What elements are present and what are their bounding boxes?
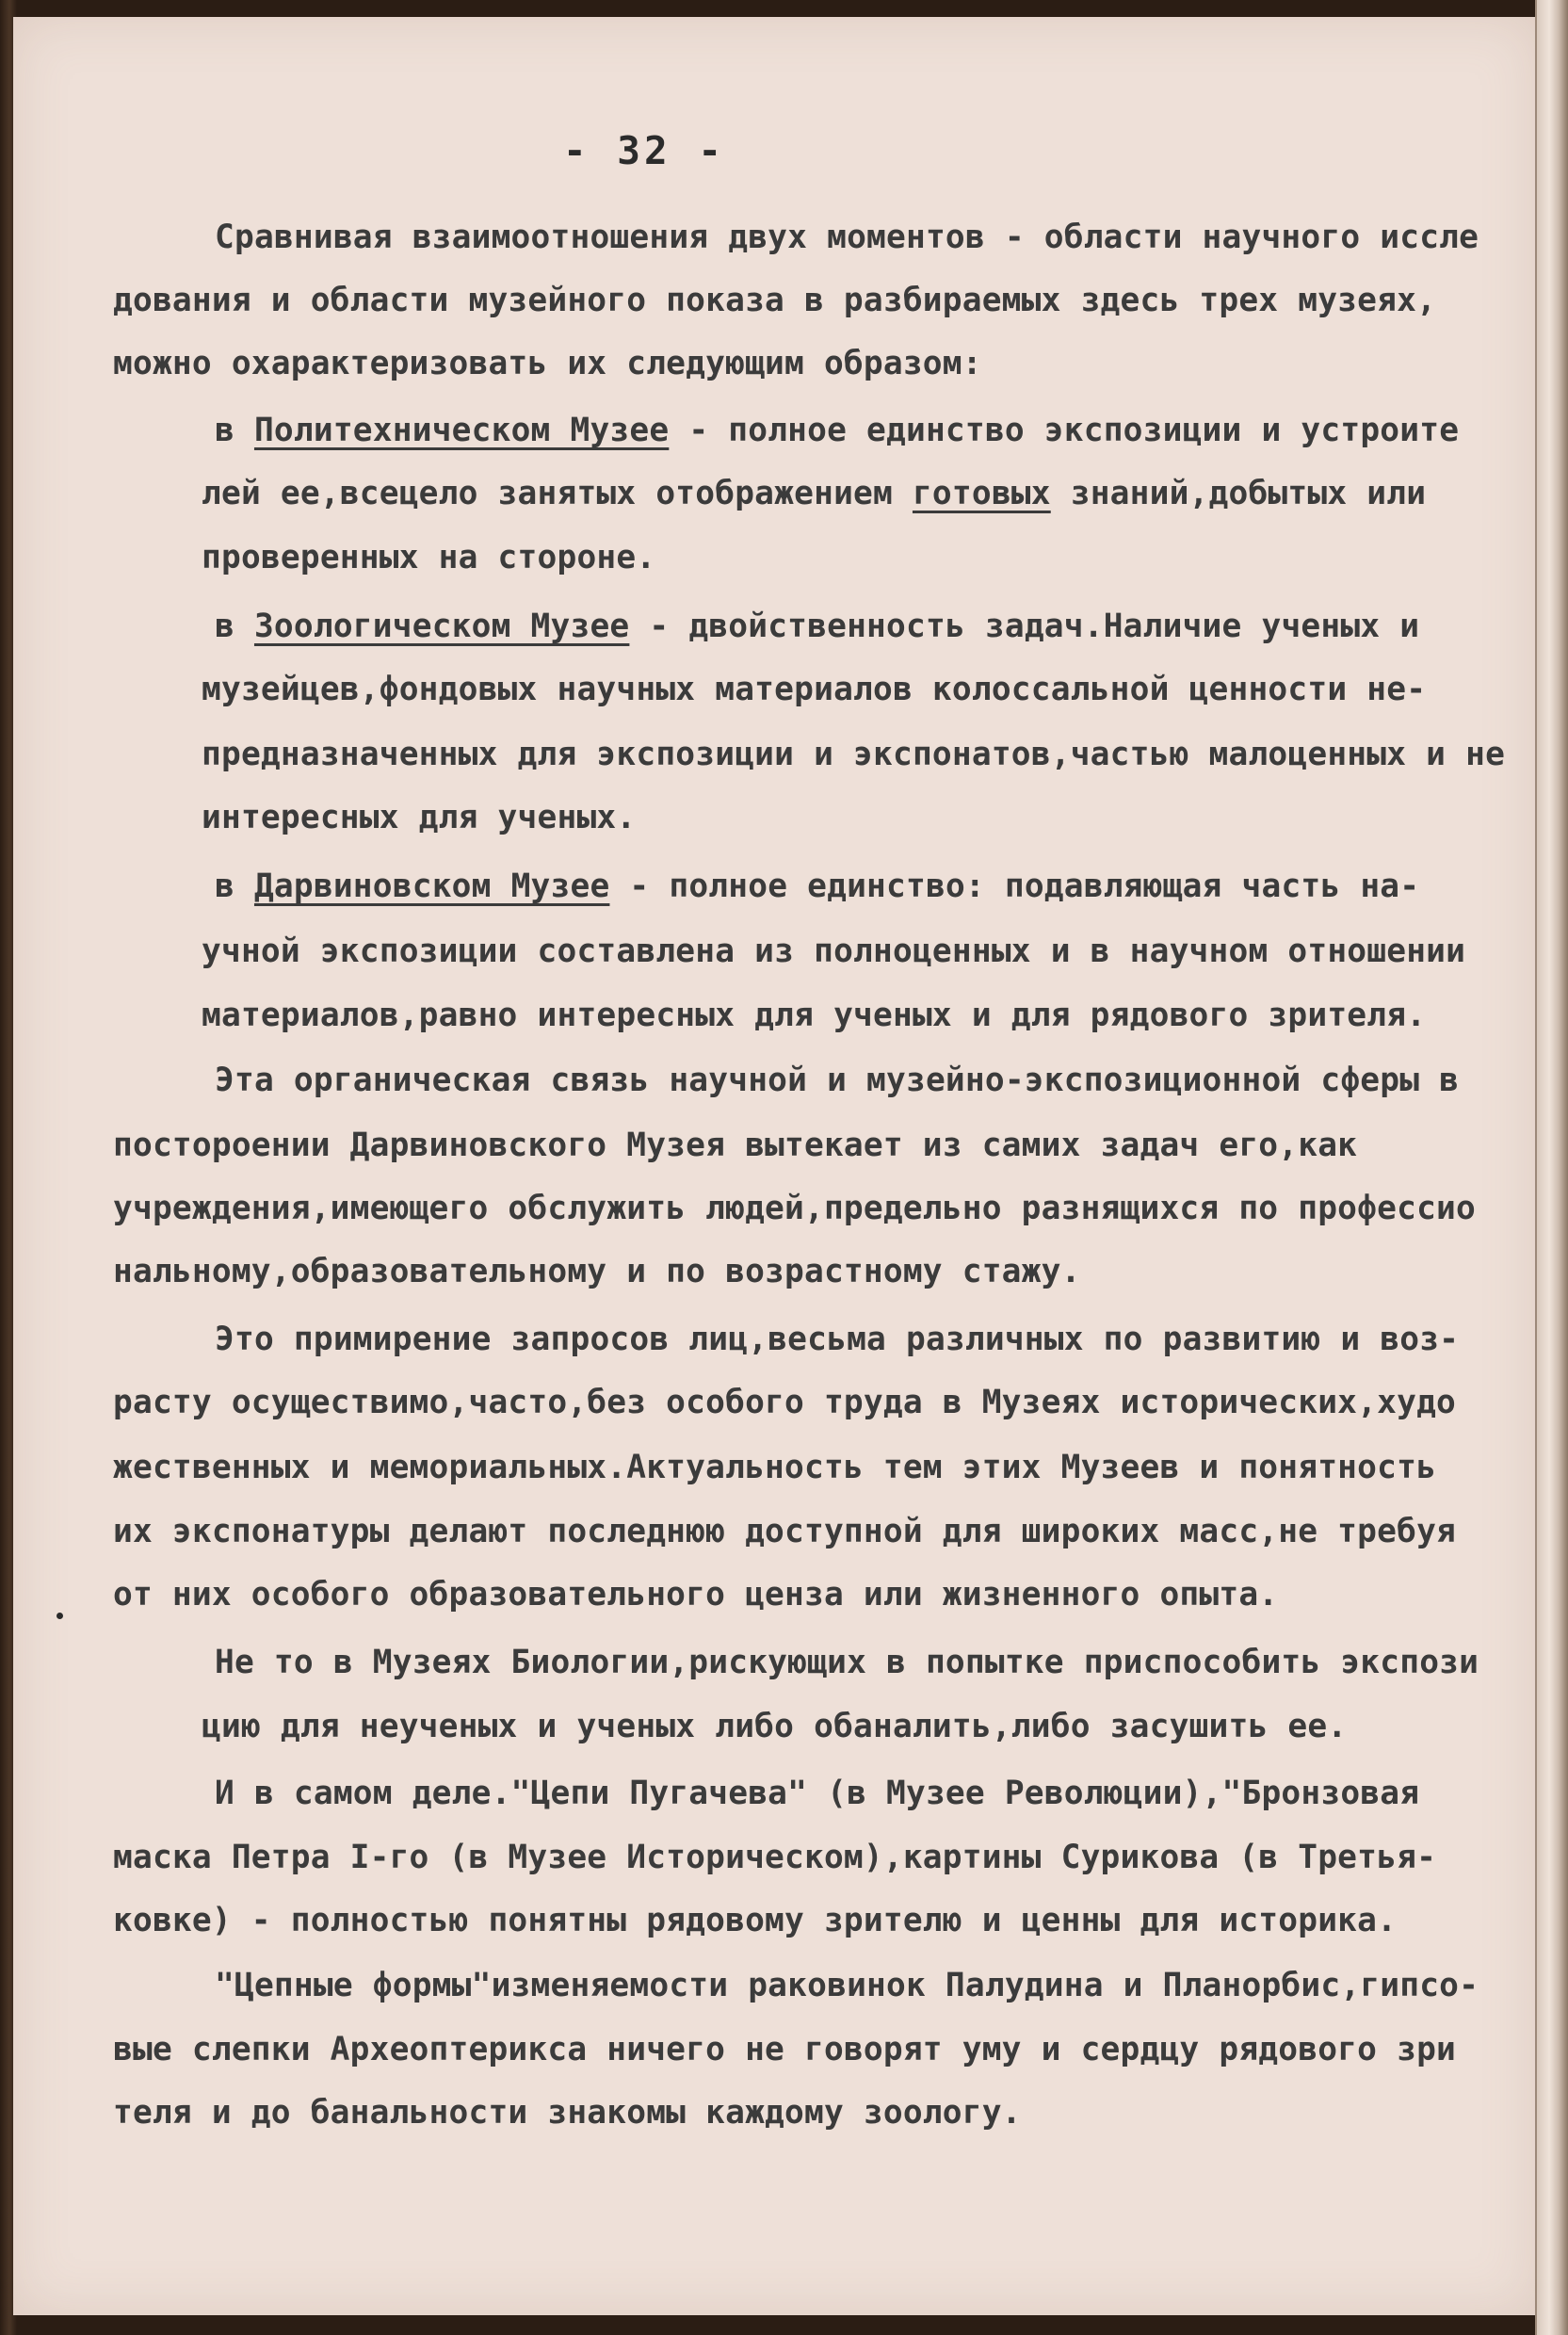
text-segment: - двойственность задач.Наличие ученых и xyxy=(629,608,1420,645)
text-segment: в xyxy=(215,412,254,449)
text-segment: учной экспозиции составлена из полноценных и в научном отношении xyxy=(202,932,1466,970)
text-segment: теля и до банальности знакомы каждому зоологу. xyxy=(113,2094,1022,2132)
text-line xyxy=(215,1321,1459,1358)
text-segment: И в самом деле."Цепи Пугачева" (в Музее Революции),"Бронзовая xyxy=(215,1775,1420,1812)
underlined-museum-name: Политехническом Музее xyxy=(253,412,670,449)
text-line xyxy=(215,412,1459,449)
text-segment: лей ее,всецело занятых отображением xyxy=(202,475,913,512)
text-line xyxy=(215,1062,1459,1099)
text-line xyxy=(202,932,1465,970)
text-segment: интересных для ученых. xyxy=(202,799,637,836)
text-segment: Это примирение запросов лиц,весьма различных по развитию и воз- xyxy=(215,1321,1460,1358)
underlined-museum-name: готовых xyxy=(912,475,1051,512)
text-line xyxy=(215,868,1419,905)
text-line xyxy=(113,1253,1081,1290)
text-line xyxy=(113,1449,1436,1486)
text-segment: - полное единство: подавляющая часть на- xyxy=(609,868,1420,905)
text-line xyxy=(202,799,636,836)
underlined-museum-name: Зоологическом Музее xyxy=(253,608,630,645)
text-line xyxy=(113,1513,1456,1550)
text-line xyxy=(113,1902,1397,1939)
text-segment: постороении Дарвиновского Музея вытекает из самих задач его,как xyxy=(113,1127,1358,1164)
text-segment: дования и области музейного показа в разбираемых здесь трех музеях, xyxy=(113,282,1437,319)
text-segment: - полное единство экспозиции и устроите xyxy=(669,412,1460,449)
text-line xyxy=(215,1644,1479,1681)
text-line xyxy=(215,608,1419,645)
text-segment: вые слепки Археоптерикса ничего не говорят уму и сердцу рядового зри xyxy=(113,2031,1457,2068)
text-line xyxy=(215,1967,1479,2004)
text-line xyxy=(202,671,1426,708)
text-segment: предназначенных для экспозиции и экспонатов,частью малоценных и не xyxy=(202,736,1506,773)
text-line xyxy=(113,1190,1476,1227)
text-line xyxy=(113,1384,1456,1421)
text-segment: учреждения,имеющего обслужить людей,предельно разнящихся по профессио xyxy=(113,1190,1476,1227)
text-line xyxy=(113,282,1436,319)
text-segment: от них особого образовательного ценза или жизненного опыта. xyxy=(113,1576,1279,1613)
page-number: - 32 - xyxy=(562,128,726,173)
text-line xyxy=(113,345,982,382)
text-segment: Эта органическая связь научной и музейно-экспозиционной сферы в xyxy=(215,1062,1460,1099)
text-segment: знаний,добытых или xyxy=(1050,475,1427,512)
text-segment: их экспонатуры делают последнюю доступной для широких масс,не требуя xyxy=(113,1513,1457,1550)
text-segment: маска Петра I-го (в Музее Историческом),картины Сурикова (в Третья- xyxy=(113,1839,1437,1876)
text-segment: ковке) - полностью понятны рядовому зрителю и ценны для историка. xyxy=(113,1902,1398,1939)
page-edge-line xyxy=(1535,0,1537,2335)
text-segment: в xyxy=(215,868,254,905)
text-segment: Сравнивая взаимоотношения двух моментов - области научного иссле xyxy=(215,219,1479,256)
text-segment: расту осуществимо,часто,без особого труда в Музеях исторических,худо xyxy=(113,1384,1457,1421)
text-segment: материалов,равно интересных для ученых и для рядового зрителя. xyxy=(202,997,1427,1034)
paper-page xyxy=(13,17,1537,2315)
text-line xyxy=(215,219,1479,256)
underlined-museum-name: Дарвиновском Музее xyxy=(253,868,610,905)
ink-speck xyxy=(57,1613,63,1619)
text-line xyxy=(202,475,1426,512)
text-segment: можно охарактеризовать их следующим образом: xyxy=(113,345,982,382)
text-line xyxy=(202,736,1505,773)
text-line xyxy=(202,539,655,576)
text-segment: музейцев,фондовых научных материалов колоссальной ценности не- xyxy=(202,671,1427,708)
text-line xyxy=(202,997,1426,1034)
text-line xyxy=(113,1127,1357,1164)
text-line xyxy=(113,1576,1278,1613)
text-segment: нальному,образовательному и по возрастному стажу. xyxy=(113,1253,1081,1290)
page-stack-edge xyxy=(1537,0,1568,2335)
text-line xyxy=(113,2031,1456,2068)
text-line xyxy=(113,1839,1436,1876)
text-line xyxy=(215,1775,1419,1812)
text-segment: жественных и мемориальных.Актуальность тем этих Музеев и понятность xyxy=(113,1449,1437,1486)
text-line xyxy=(202,1708,1347,1745)
text-segment: "Цепные формы"изменяемости раковинок Палудина и Планорбис,гипсо- xyxy=(215,1967,1479,2004)
text-segment: в xyxy=(215,608,254,645)
text-line xyxy=(113,2094,1022,2132)
text-segment: проверенных на стороне. xyxy=(202,539,656,576)
text-segment: Не то в Музеях Биологии,рискующих в попытке приспособить экспози xyxy=(215,1644,1479,1681)
text-segment: цию для неученых и ученых либо обаналить,либо засушить ее. xyxy=(202,1708,1348,1745)
